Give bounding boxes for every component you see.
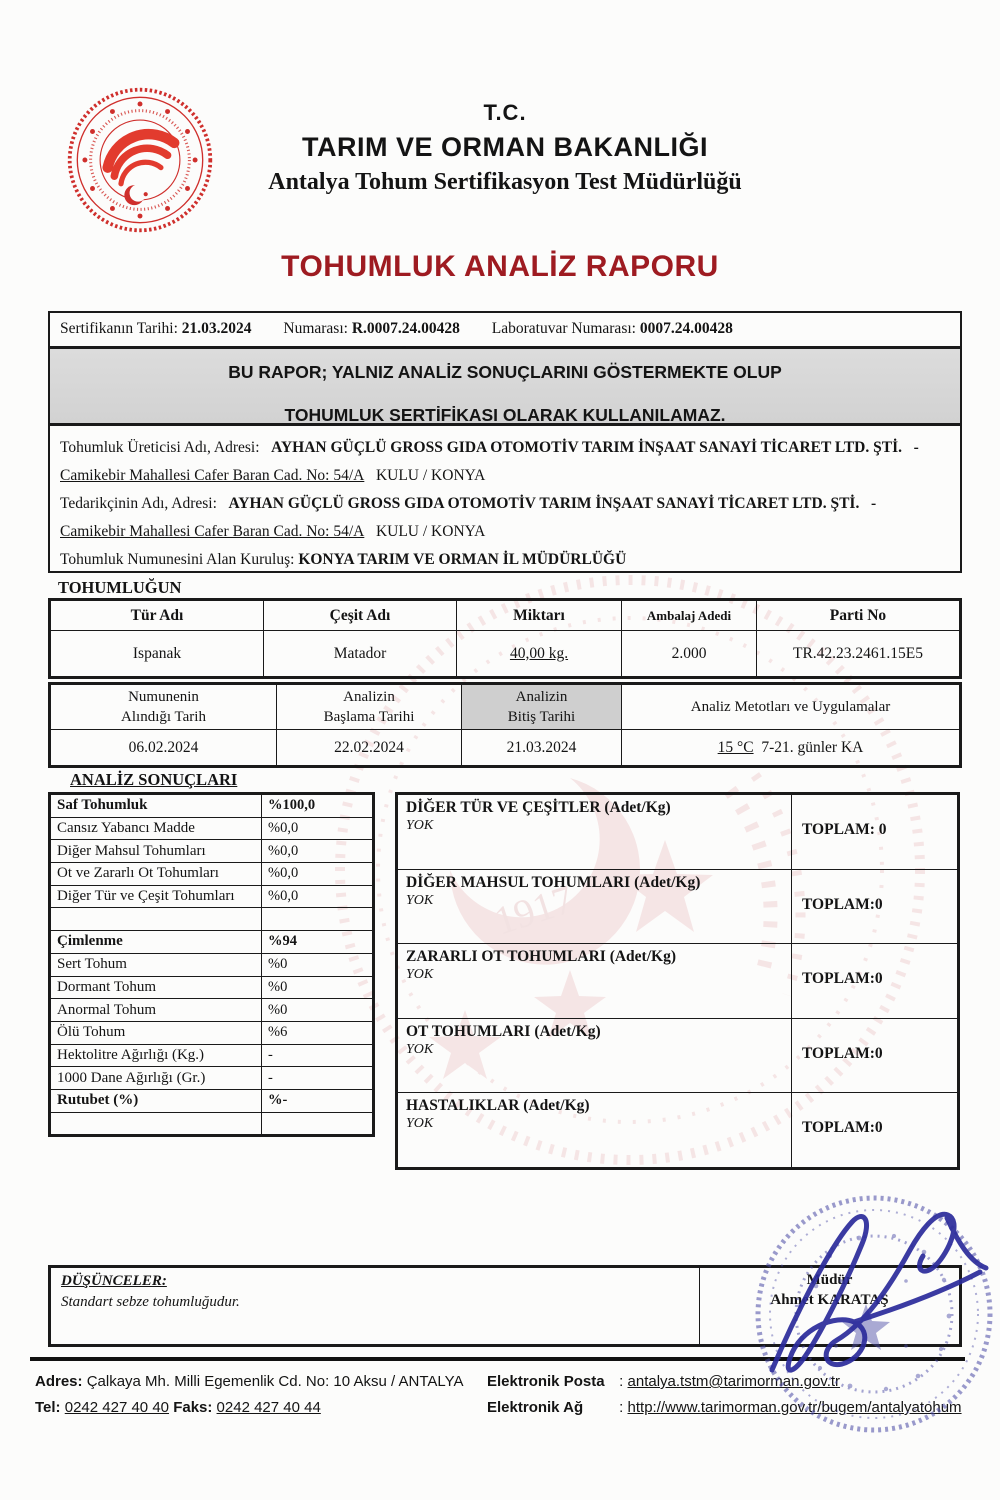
row-label: Sert Tohum	[50, 953, 262, 976]
header-tc: T.C.	[483, 100, 527, 125]
table-row	[50, 794, 374, 818]
category-value: YOK	[406, 892, 434, 908]
supplier-address: Camikebir Mahallesi Cafer Baran Cad. No: 54/A	[60, 523, 365, 540]
row-label: Çimlenme	[50, 931, 262, 954]
h3-line1: Analizin	[515, 689, 568, 705]
table-row	[397, 944, 959, 1019]
certificate-info-box	[48, 311, 962, 348]
methods-value	[622, 730, 961, 767]
email-label: Elektronik Posta	[487, 1373, 605, 1390]
table-row	[50, 1044, 374, 1067]
sampler-label: Tohumluk Numunesini Alan Kuruluş:	[60, 551, 295, 568]
disclaimer-line-2: TOHUMLUK SERTİFİKASI OLARAK KULLANILAMAZ.	[284, 405, 726, 425]
tel-value: 0242 427 40 40	[64, 1399, 170, 1416]
quantity-value: 40,00 kg.	[509, 644, 569, 662]
row-label: Cansız Yabancı Madde	[50, 817, 262, 840]
row-label: Saf Tohumluk	[50, 794, 262, 818]
row-label: Dormant Tohum	[50, 976, 262, 999]
cert-number-value: R.0007.24.00428	[351, 320, 460, 337]
end-date-value: 21.03.2024	[462, 730, 622, 767]
sampler-line	[60, 546, 950, 574]
category-title: DİĞER TÜR VE ÇEŞİTLER (Adet/Kg)	[406, 799, 671, 816]
method-temperature: 15 °C	[717, 738, 754, 756]
cert-number-label: Numarası:	[283, 320, 348, 337]
disclaimer-banner	[48, 347, 962, 425]
row-label: Ot ve Zararlı Ot Tohumları	[50, 863, 262, 886]
species-value: Ispanak	[50, 631, 264, 678]
col-sampled-date	[50, 684, 277, 730]
cert-date-value: 21.03.2024	[181, 320, 252, 337]
remarks-cell	[51, 1268, 700, 1344]
producer-line	[60, 434, 950, 462]
table-row	[397, 1093, 959, 1169]
col-end-date	[462, 684, 622, 730]
row-label: 1000 Dane Ağırlığı (Gr.)	[50, 1067, 262, 1090]
category-title: ZARARLI OT TOHUMLARI (Adet/Kg)	[406, 948, 676, 965]
category-total: TOPLAM:0	[792, 1093, 959, 1169]
footer-address-block	[35, 1369, 475, 1421]
table-row	[50, 817, 374, 840]
seed-section-title: TOHUMLUĞUN	[58, 578, 182, 597]
package-count-value: 2.000	[622, 631, 757, 678]
category-total: TOPLAM:0	[792, 1018, 959, 1093]
category-value: YOK	[406, 967, 434, 982]
signature	[742, 1198, 998, 1388]
tel-label: Tel:	[35, 1399, 61, 1416]
fax-value: 0242 427 40 44	[216, 1399, 321, 1416]
analysis-section-title: ANALİZ SONUÇLARI	[70, 770, 238, 789]
row-value: -	[262, 1067, 374, 1090]
contaminants-table	[395, 792, 960, 1170]
row-value: %0	[262, 953, 374, 976]
category-value: YOK	[406, 1041, 434, 1057]
producer-label: Tohumluk Üreticisi Adı, Adresi:	[60, 439, 260, 456]
row-value: %0	[262, 976, 374, 999]
cert-lab-label: Laboratuvar Numarası:	[491, 320, 636, 337]
email-separator: :	[619, 1373, 624, 1390]
row-label: Anormal Tohum	[50, 999, 262, 1022]
col-species: Tür Adı	[50, 600, 264, 631]
supplier-name: AYHAN GÜÇLÜ GROSS GIDA OTOMOTİV TARIM İNŞAAT SANAYİ TİCARET LTD. ŞTİ.	[228, 495, 860, 512]
h3-line2: Bitiş Tarihi	[507, 709, 576, 725]
row-label	[50, 908, 262, 931]
dates-data-row	[50, 730, 961, 767]
h2-line1: Analizin	[343, 689, 395, 705]
fax-label: Faks:	[173, 1399, 213, 1416]
row-value: %100,0	[262, 794, 374, 818]
producer-address-line	[60, 462, 950, 490]
col-lot-no: Parti No	[757, 600, 961, 631]
row-label: Rutubet (%)	[50, 1089, 262, 1112]
table-row	[50, 999, 374, 1022]
row-value	[262, 908, 374, 931]
sampler-name: KONYA TARIM VE ORMAN İL MÜDÜRLÜĞÜ	[298, 551, 627, 568]
signer-name: Ahmet KARATAŞ	[770, 1292, 889, 1308]
category-value: YOK	[406, 818, 434, 833]
cert-lab-value: 0007.24.00428	[639, 320, 733, 337]
supplier-suffix: -	[870, 495, 877, 512]
table-row	[50, 976, 374, 999]
disclaimer-line-1: BU RAPOR; YALNIZ ANALİZ SONUÇLARINI GÖSTERMEKTE OLUP	[228, 362, 782, 382]
document-header	[225, 100, 785, 196]
producer-name: AYHAN GÜÇLÜ GROSS GIDA OTOMOTİV TARIM İNŞAAT SANAYİ TİCARET LTD. ŞTİ.	[271, 439, 902, 456]
row-value: -	[262, 1044, 374, 1067]
row-label: Diğer Mahsul Tohumları	[50, 840, 262, 863]
row-label: Hektolitre Ağırlığı (Kg.)	[50, 1044, 262, 1067]
row-value: %6	[262, 1021, 374, 1044]
category-value: YOK	[406, 1116, 434, 1131]
row-value: %0,0	[262, 840, 374, 863]
h1-line1: Numunenin	[128, 689, 199, 705]
row-label	[50, 1112, 262, 1136]
producer-suffix: -	[913, 439, 919, 456]
category-total: TOPLAM:0	[792, 944, 959, 1019]
method-rest: 7-21. günler KA	[761, 738, 864, 756]
h2-line2: Başlama Tarihi	[323, 709, 415, 725]
table-row	[397, 794, 959, 870]
web-label: Elektronik Ağ	[487, 1399, 584, 1416]
variety-value: Matador	[264, 631, 457, 678]
supplier-line	[60, 490, 950, 518]
svg-text:1917: 1917	[488, 876, 579, 944]
header-directorate: Antalya Tohum Sertifikasyon Test Müdürlüğü	[268, 169, 742, 195]
supplier-label: Tedarikçinin Adı, Adresi:	[60, 495, 217, 512]
row-value: %94	[262, 931, 374, 954]
email-value: antalya.tstm@tarimorman.gov.tr	[627, 1373, 841, 1390]
web-separator: :	[619, 1399, 624, 1416]
table-row	[50, 863, 374, 886]
remarks-label: DÜŞÜNCELER:	[61, 1273, 167, 1289]
address-line	[35, 1369, 475, 1395]
seed-table-data-row	[50, 631, 961, 678]
supplier-address-line	[60, 518, 950, 546]
table-row	[397, 869, 959, 944]
table-row	[50, 840, 374, 863]
table-row	[50, 908, 374, 931]
row-value: %0,0	[262, 817, 374, 840]
table-row	[50, 1112, 374, 1136]
cert-date-label: Sertifikanın Tarihi:	[60, 320, 178, 337]
ministry-logo	[64, 84, 216, 236]
header-ministry: TARIM VE ORMAN BAKANLIĞI	[302, 132, 708, 162]
category-title: HASTALIKLAR (Adet/Kg)	[406, 1097, 590, 1114]
category-title: DİĞER MAHSUL TOHUMLARI (Adet/Kg)	[406, 873, 701, 891]
address-value: Çalkaya Mh. Milli Egemenlik Cd. No: 10 Aksu / ANTALYA	[86, 1373, 464, 1390]
col-package-count: Ambalaj Adedi	[622, 600, 757, 631]
start-date-value: 22.02.2024	[277, 730, 462, 767]
category-title: OT TOHUMLARI (Adet/Kg)	[406, 1022, 601, 1040]
col-variety: Çeşit Adı	[264, 600, 457, 631]
row-value: %0,0	[262, 885, 374, 908]
col-quantity: Miktarı	[457, 600, 622, 631]
remarks-text: Standart sebze tohumluğudur.	[61, 1294, 240, 1310]
address-label: Adres:	[35, 1373, 83, 1390]
lot-no-value: TR.42.23.2461.15E5	[757, 631, 961, 678]
seed-table-header-row	[50, 600, 961, 631]
supplier-city: KULU / KONYA	[375, 523, 486, 540]
seed-info-table	[48, 598, 962, 679]
table-row	[50, 1067, 374, 1090]
page-title: TOHUMLUK ANALİZ RAPORU	[281, 250, 719, 283]
analysis-results-table	[48, 792, 375, 1137]
h1-line2: Alındığı Tarih	[121, 709, 206, 725]
producer-address: Camikebir Mahallesi Cafer Baran Cad. No: 54/A	[60, 467, 365, 484]
table-row	[397, 1018, 959, 1093]
row-value: %0	[262, 999, 374, 1022]
producer-city: KULU / KONYA	[375, 467, 486, 484]
col-methods: Analiz Metotları ve Uygulamalar	[622, 684, 961, 730]
row-value: %-	[262, 1089, 374, 1112]
row-value: %0,0	[262, 863, 374, 886]
table-row	[50, 1021, 374, 1044]
row-label: Ölü Tohum	[50, 1021, 262, 1044]
phone-line	[35, 1395, 475, 1421]
table-row	[50, 953, 374, 976]
table-row	[50, 885, 374, 908]
dates-table	[48, 682, 962, 768]
row-label: Diğer Tür ve Çeşit Tohumları	[50, 885, 262, 908]
dates-header-row	[50, 684, 961, 730]
table-row	[50, 931, 374, 954]
category-total: TOPLAM: 0	[792, 794, 959, 870]
table-row	[50, 1089, 374, 1112]
col-start-date	[277, 684, 462, 730]
category-total: TOPLAM:0	[792, 869, 959, 944]
sampled-date-value: 06.02.2024	[50, 730, 277, 767]
parties-box	[48, 424, 962, 573]
web-value: http://www.tarimorman.gov.tr/bugem/antalyatohum	[627, 1399, 962, 1416]
signer-title: Müdür	[806, 1272, 853, 1288]
row-value	[262, 1112, 374, 1136]
